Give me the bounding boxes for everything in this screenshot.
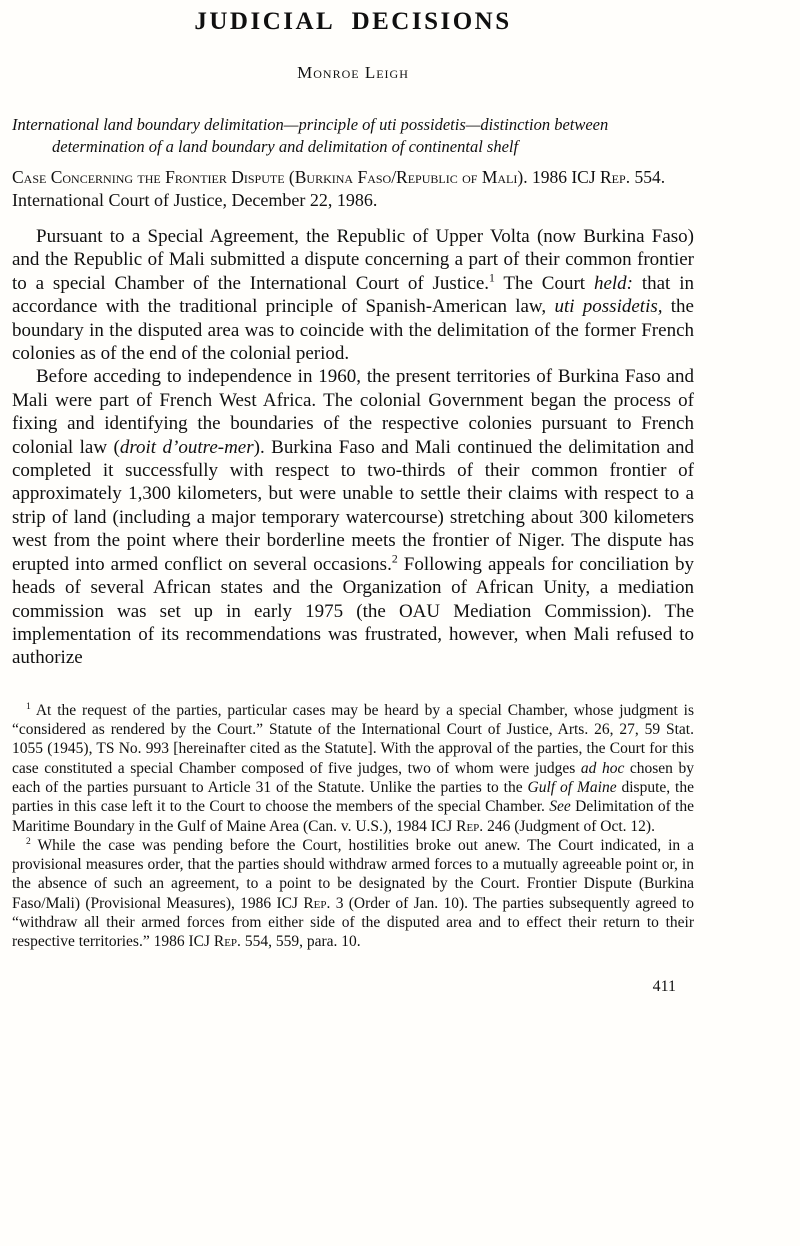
footnotes xyxy=(12,701,694,952)
paragraph: Before acceding to independence in 1960, the present territories of Burkina Faso and Mali were part of French West Africa. The colonial Government began the process of fixing and identifying the boundaries of the respective colonies pursuant to French colonial law (droit d’outre-mer). Burkina Faso and Mali continued the delimitation and completed it successfully with respect to two-thirds of their common frontier of approximately 1,300 kilometers, but were unable to settle their claims with respect to a strip of land (including a major temporary watercourse) stretching about 300 kilometers west from the point where their borderline meets the frontier of Niger. The dispute has erupted into armed conflict on several occasions.$^2$ Following appeals for conciliation by heads of several African states and the Organization of African Unity, a mediation commission was set up in early 1975 (the OAU Mediation Commission). The implementation of its recommendations was frustrated, however, when Mali refused to authorize xyxy=(12,366,695,669)
author-name: Monroe Leigh xyxy=(297,63,409,82)
body-text xyxy=(12,225,694,670)
footnote-1: $^1$ At the request of the parties, particular cases may be heard by a special Chamber, whose judgment is “considered as rendered by the Court.” Statute of the International Court of Justice, Arts. 26, 27, 59 Stat. 1055 (1945), TS No. 993 [hereinafter cited as the Statute]. With the approval of the parties, the Court for this case constituted a special Chamber composed of five judges, two of whom were judges ad hoc chosen by each of the parties pursuant to Article 31 of the Statute. Unlike the parties to the Gulf of Maine dispute, the parties in this case left it to the Court to choose the members of the special Chamber. See Delimitation of the Maritime Boundary in the Gulf of Maine Area (Can. v. U.S.), 1984 ICJ Rep. 246 (Judgment of Oct. 12). xyxy=(12,700,694,835)
court-line: International Court of Justice, December 22, 1986. xyxy=(12,190,378,210)
page-title: JUDICIAL DECISIONS xyxy=(194,8,512,35)
headnote: International land boundary delimitation—principle of uti possidetis—distinction between determination of a land boundary and delimitation of continental shelf xyxy=(12,115,609,156)
paragraph: Pursuant to a Special Agreement, the Republic of Upper Volta (now Burkina Faso) and the Republic of Mali submitted a dispute concerning a part of their common frontier to a special Chamber of the International Court of Justice.$^1$ The Court held: that in accordance with the traditional principle of Spanish-American law, uti possidetis, the boundary in the disputed area was to coincide with the delimitation of the former French colonies as of the end of the colonial period. xyxy=(12,226,694,365)
case-heading: Case Concerning the Frontier Dispute (Burkina Faso/Republic of Mali). 1986 ICJ Rep. 554. xyxy=(12,167,666,187)
footnote-2: $^2$ While the case was pending before the Court, hostilities broke out anew. The Court indicated, in a provisional measures order, that the parties should withdraw armed forces to a mutually agreeable point or, in the absence of such an agreement, to a point to be designated by the Court. Frontier Dispute (Burkina Faso/Mali) (Provisional Measures), 1986 ICJ Rep. 3 (Order of Jan. 10). The parties subsequently agreed to “withdraw all their armed forces from either side of the disputed area and to effect their return to their respective territories.” 1986 ICJ Rep. 554, 559, para. 10. xyxy=(12,835,694,951)
page-number: 411 xyxy=(652,977,676,995)
